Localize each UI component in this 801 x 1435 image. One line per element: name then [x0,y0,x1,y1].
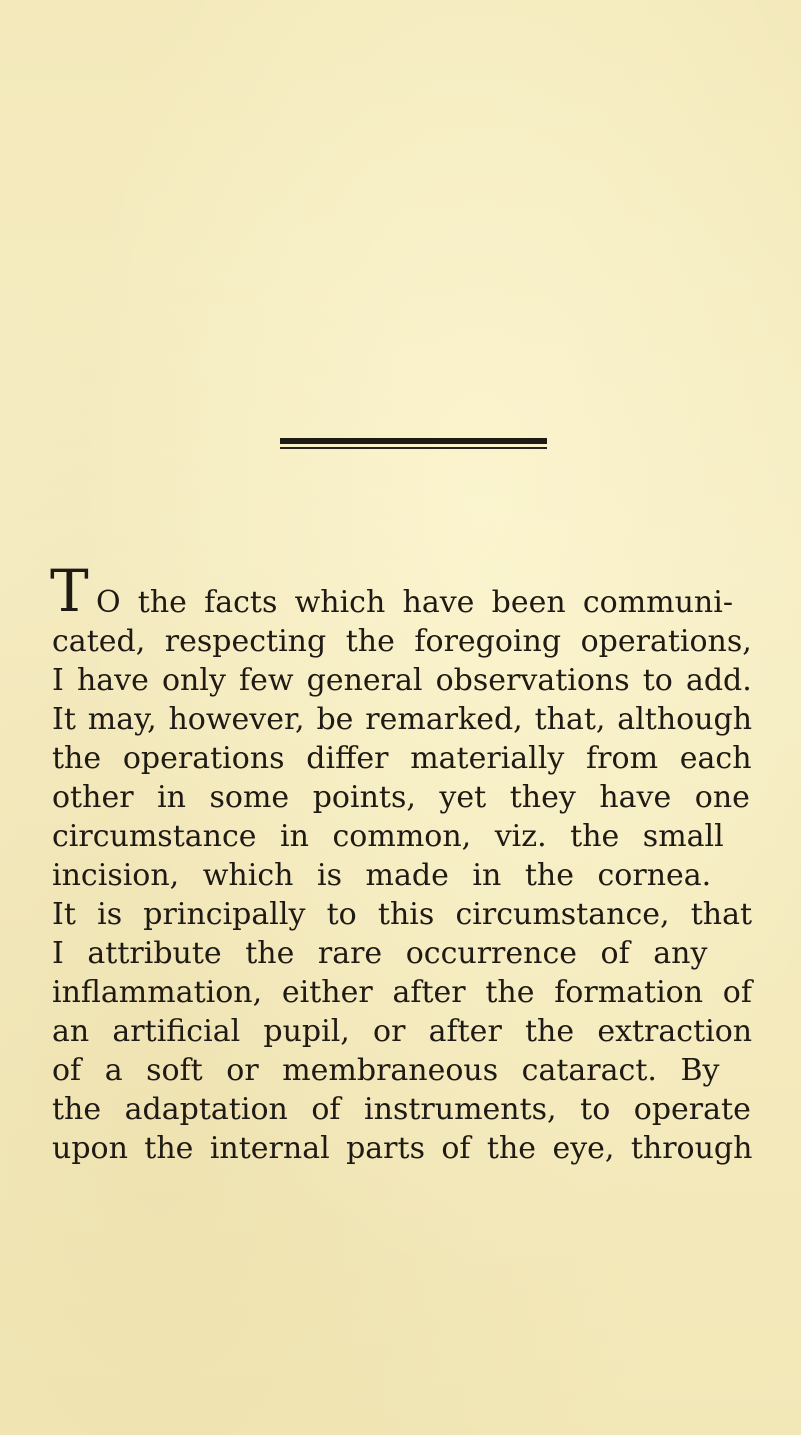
text-line: the adaptation of instruments, to operate [52,1092,751,1127]
text-line: the operations differ materially from each [52,741,752,776]
text-line: O the facts which have been communi- [96,585,733,620]
text-line: of a soft or membraneous cataract. By [52,1053,720,1088]
text-line: I have only few general observations to add. [52,663,752,698]
text-line: I attribute the rare occurrence of any [52,936,708,971]
text-line: It may, however, be remarked, that, although [52,702,753,737]
text-line: circumstance in common, viz. the small [52,819,724,854]
text-line: upon the internal parts of the eye, through [52,1131,753,1166]
text-line: incision, which is made in the cornea. [52,858,712,893]
text-line: inflammation, either after the formation of [52,975,752,1010]
text-line: cated, respecting the foregoing operations, [52,624,752,659]
drop-cap: T [50,557,89,625]
text-line: It is principally to this circumstance, that [52,897,753,932]
text-line: an artificial pupil, or after the extraction [52,1014,753,1049]
text-line: other in some points, yet they have one [52,780,750,815]
